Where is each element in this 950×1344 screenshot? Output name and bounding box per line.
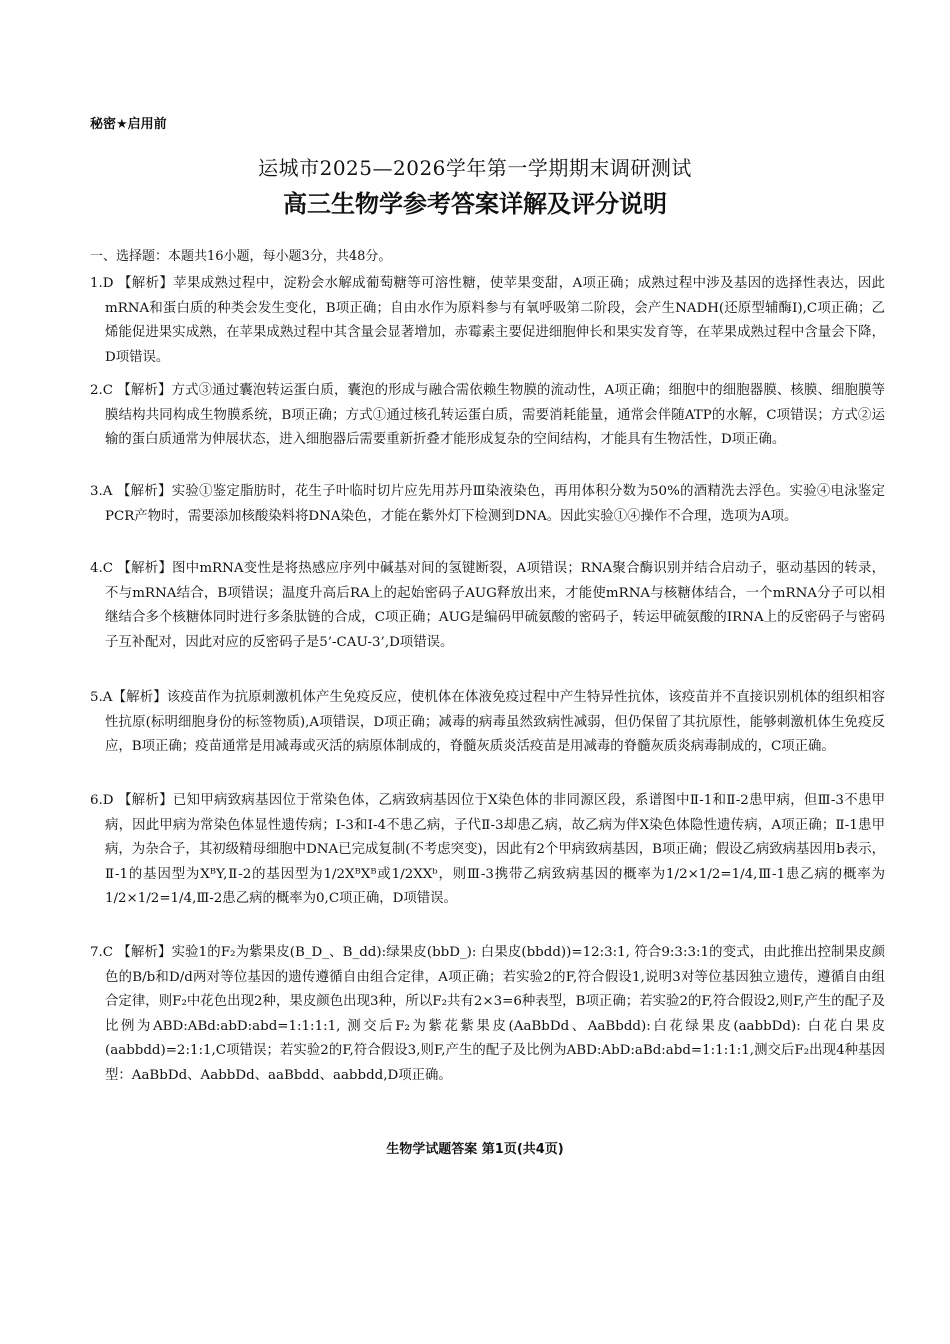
page-footer: 生物学试题答案 第1页(共4页) — [386, 1142, 564, 1157]
section-heading: 一、选择题：本题共16小题，每小题3分，共48分。 — [90, 249, 392, 264]
confidential-label: 秘密★启用前 — [90, 117, 167, 132]
answer-item-4: 4.C 【解析】图中mRNA变性是将热感应序列中碱基对间的氢键断裂，A项错误；RNA聚合酶识别并结合启动子，驱动基因的转录，不与mRNA结合，B项错误；温度升高后RA上的起始密码子AUG释放出来，才能使mRNA与核糖体结合，一个mRNA分子可以相继结合多个核糖体同时进行多条肽链的合成，C项正确；AUG是编码甲硫氨酸的密码子，转运甲硫氨酸的IRNA上的反密码子与密码子互补配对，因此对应的反密码子是5’-CAU-3’,D项错误。 — [90, 561, 885, 650]
exam-title: 运城市2025—2026学年第一学期期末调研测试 — [258, 156, 692, 180]
document-title: 高三生物学参考答案详解及评分说明 — [283, 190, 667, 218]
answer-item-1: 1.D 【解析】苹果成熟过程中，淀粉会水解成葡萄糖等可溶性糖，使苹果变甜，A项正确；成熟过程中涉及基因的选择性表达，因此mRNA和蛋白质的种类会发生变化，B项正确；自由水作为原料参与有氧呼吸第二阶段，会产生NADH(还原型辅酶I),C项正确；乙烯能促进果实成熟，在苹果成熟过程中其含量会显著增加，赤霉素主要促进细胞伸长和果实发育等，在苹果成熟过程中含量会下降，D项错误。 — [90, 276, 885, 365]
answer-item-3: 3.A 【解析】实验①鉴定脂肪时，花生子叶临时切片应先用苏丹Ⅲ染液染色，再用体积分数为50%的酒精洗去浮色。实验④电泳鉴定PCR产物时，需要添加核酸染料将DNA染色，才能在紫外灯下检测到DNA。因此实验①④操作不合理，选项为A项。 — [90, 484, 885, 524]
answer-item-5: 5.A【解析】该疫苗作为抗原刺激机体产生免疫反应，使机体在体液免疫过程中产生特异性抗体，该疫苗并不直接识别机体的组织相容性抗原(标明细胞身份的标签物质),A项错误，D项正确；减毒的病毒虽然致病性减弱，但仍保留了其抗原性，能够刺激机体生免疫反应，B项正确；疫苗通常是用减毒或灭活的病原体制成的，脊髓灰质炎活疫苗是用减毒的脊髓灰质炎病毒制成的，C项正确。 — [90, 690, 885, 755]
answer-item-2: 2.C 【解析】方式③通过囊泡转运蛋白质，囊泡的形成与融合需依赖生物膜的流动性，A项正确；细胞中的细胞器膜、核膜、细胞膜等膜结构共同构成生物膜系统，B项正确；方式①通过核孔转运蛋白质，需要消耗能量，通常会伴随ATP的水解，C项错误；方式②运输的蛋白质通常为伸展状态，进入细胞器后需要重新折叠才能形成复杂的空间结构，才能具有生物活性，D项正确。 — [90, 383, 885, 448]
answer-item-7: 7.C 【解析】实验1的F₂为紫果皮(B_D_、B_dd):绿果皮(bbD_): 白果皮(bbdd))=12:3:1, 符合9:3:3:1的变式，由此推出控制果皮颜色的B/b和D/d两对等位基因的遗传遵循自由组合定律，A项正确；若实验2的F,符合假设1,说明3对等位基因独立遗传，遵循自由组合定律，则F₂中花色出现2种，果皮颜色出现3种，所以F₂共有2×3=6种表型，B项正确；若实验2的F,符合假设2,则F,产生的配子及比例为ABD:ABd:abD:abd=1:1:1:1, 测交后F₂为紫花紫果皮(AaBbDd、AaBbdd):白花绿果皮(aabbDd): 白花白果皮(aabbdd)=2:1:1,C项错误；若实验2的F,符合假设3,则F,产生的配子及比例为ABD:AbD:aBd:abd=1:1:1:1,测交后F₂出现4种基因型：AaBbDd、AabbDd、aaBbdd、aabbdd,D项正确。 — [90, 945, 885, 1083]
answer-item-6: 6.D 【解析】已知甲病致病基因位于常染色体，乙病致病基因位于X染色体的非同源区段，系谱图中Ⅱ-1和Ⅱ-2患甲病，但Ⅲ-3不患甲病，因此甲病为常染色体显性遗传病；I-3和I-4不患乙病，子代Ⅱ-3却患乙病，故乙病为伴X染色体隐性遗传病，A项正确；Ⅱ-1患甲病，为杂合子，其初级精母细胞中DNA已完成复制(不考虑突变)，因此有2个甲病致病基因，B项正确；假设乙病致病基因用b表示，Ⅱ-1的基因型为XᴮY,Ⅱ-2的基因型为1/2XᴮXᴮ或1/2XXᵇ，则Ⅲ-3携带乙病致病基因的概率为1/2×1/2=1/4,Ⅲ-1患乙病的概率为1/2×1/2=1/4,Ⅲ-2患乙病的概率为0,C项正确，D项错误。 — [90, 793, 885, 907]
